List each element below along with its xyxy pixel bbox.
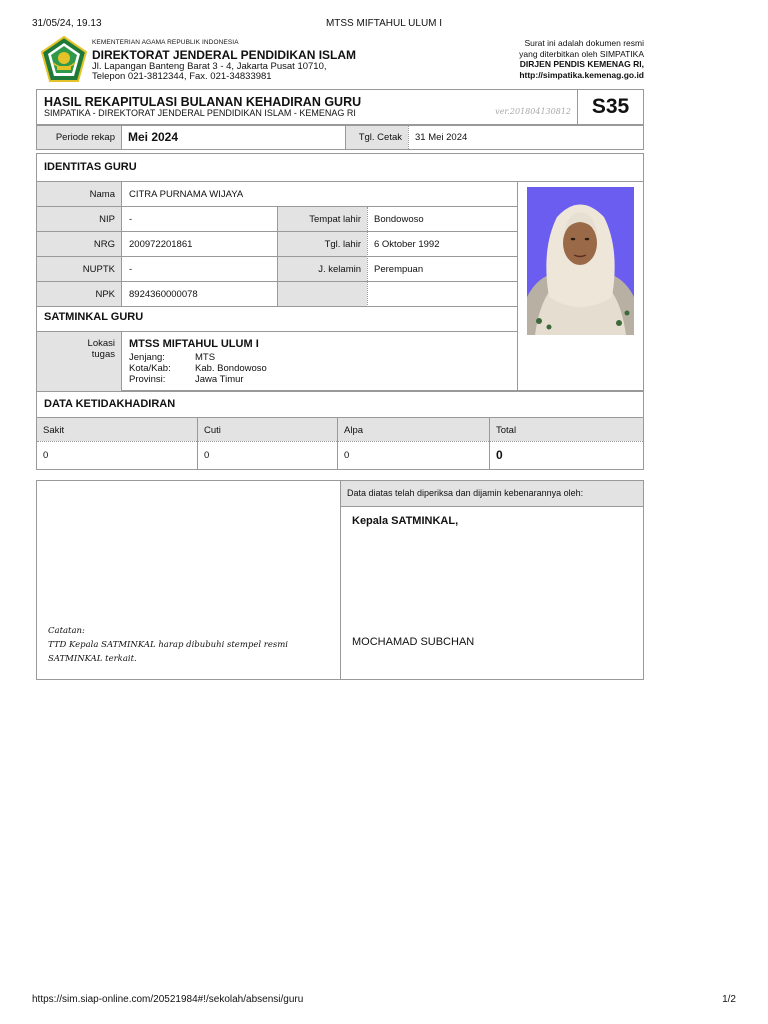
- report-header: [36, 89, 644, 125]
- jenjang-value: MTS: [195, 352, 216, 363]
- absence-section-title: DATA KETIDAKHADIRAN: [44, 398, 176, 410]
- tgl-lahir-value: 6 Oktober 1992: [374, 239, 440, 250]
- signer-position: Kepala SATMINKAL,: [352, 515, 459, 527]
- sakit-header: Sakit: [43, 425, 65, 436]
- satminkal-section-title: SATMINKAL GURU: [44, 311, 144, 323]
- page-number: 1/2: [722, 994, 736, 1005]
- nrg-value: 200972201861: [129, 239, 193, 250]
- official-note-line: DIRJEN PENDIS KEMENAG RI,: [519, 59, 644, 69]
- kemenag-logo-icon: [40, 36, 88, 84]
- nip-label: NIP: [99, 214, 115, 225]
- signature-note: [48, 624, 288, 666]
- cuti-value: 0: [204, 450, 210, 461]
- lokasi-tugas-label: [37, 338, 115, 360]
- report-subtitle: SIMPATIKA - DIREKTORAT JENDERAL PENDIDIKAN ISLAM - KEMENAG RI: [44, 108, 356, 118]
- phone: Telepon 021-3812344, Fax. 021-34833981: [92, 71, 272, 82]
- official-note-line: Surat ini adalah dokumen resmi: [524, 38, 644, 48]
- print-header: [32, 18, 736, 32]
- teacher-photo: [527, 187, 634, 335]
- department-name: DIREKTORAT JENDERAL PENDIDIKAN ISLAM: [92, 47, 357, 62]
- satminkal-name: MTSS MIFTAHUL ULUM I: [129, 338, 259, 350]
- lokasi-label: Lokasi: [87, 338, 115, 349]
- jenis-kelamin-label: J. kelamin: [318, 264, 361, 275]
- report-title: HASIL REKAPITULASI BULANAN KEHADIRAN GURU: [44, 95, 362, 109]
- report-code: S35: [577, 90, 643, 124]
- identity-section-title: IDENTITAS GURU: [44, 161, 137, 173]
- provinsi-value: Jawa Timur: [195, 374, 244, 385]
- total-header: Total: [496, 425, 517, 436]
- kota-value: Kab. Bondowoso: [195, 363, 267, 374]
- total-value: 0: [496, 448, 503, 462]
- jenjang-label: Jenjang:: [129, 352, 165, 363]
- nuptk-label: NUPTK: [82, 264, 115, 275]
- satminkal-detail-values: [195, 352, 267, 385]
- npk-label: NPK: [95, 289, 115, 300]
- print-date-label: Tgl. Cetak: [346, 126, 408, 149]
- alpa-header: Alpa: [344, 425, 364, 436]
- nip-value: -: [129, 214, 133, 225]
- official-note: [519, 38, 644, 80]
- npk-value: 8924360000078: [129, 289, 198, 300]
- note-line: SATMINKAL terkait.: [48, 654, 137, 664]
- signer-name: MOCHAMAD SUBCHAN: [352, 636, 475, 648]
- tempat-lahir-value: Bondowoso: [374, 214, 424, 225]
- tempat-lahir-label: Tempat lahir: [309, 214, 361, 225]
- ministry-name: KEMENTERIAN AGAMA REPUBLIK INDONESIA: [92, 39, 239, 46]
- period-value: Mei 2024: [128, 130, 179, 144]
- nuptk-value: -: [129, 264, 133, 275]
- teacher-photo-image: [527, 187, 634, 335]
- address: Jl. Lapangan Banteng Barat 3 - 4, Jakarta Pusat 10710,: [92, 60, 327, 72]
- print-url: https://sim.siap-online.com/20521984#!/sekolah/absensi/guru: [32, 994, 304, 1005]
- period-label: Periode rekap: [37, 126, 121, 149]
- print-date-value: 31 Mei 2024: [415, 132, 468, 143]
- print-datetime: 31/05/24, 19.13: [32, 18, 102, 29]
- letterhead: [36, 36, 644, 86]
- print-title: MTSS MIFTAHUL ULUM I: [325, 18, 443, 29]
- identity-section: [36, 153, 644, 391]
- tgl-lahir-label: Tgl. lahir: [324, 239, 361, 250]
- satminkal-detail-labels: [129, 352, 171, 385]
- tugas-label: tugas: [91, 349, 115, 360]
- note-line: TTD Kepala SATMINKAL harap dibubuhi stempel resmi: [48, 640, 289, 650]
- nama-label: Nama: [89, 189, 115, 200]
- verified-text: Data diatas telah diperiksa dan dijamin kebenarannya oleh:: [347, 488, 584, 498]
- report-version: ver.201804130812: [495, 107, 571, 116]
- absence-section: [36, 391, 644, 470]
- official-note-line: yang diterbitkan oleh SIMPATIKA: [519, 48, 644, 59]
- kota-label: Kota/Kab:: [129, 363, 171, 374]
- nama-value: CITRA PURNAMA WIJAYA: [129, 189, 244, 200]
- signature-section: [36, 480, 644, 680]
- period-row: [36, 125, 644, 150]
- jenis-kelamin-value: Perempuan: [374, 264, 424, 275]
- official-note-url: http://simpatika.kemenag.go.id: [519, 69, 644, 80]
- sakit-value: 0: [43, 450, 49, 461]
- nrg-label: NRG: [93, 239, 115, 250]
- cuti-header: Cuti: [204, 425, 221, 436]
- note-title: Catatan:: [48, 626, 85, 636]
- provinsi-label: Provinsi:: [129, 374, 166, 385]
- alpa-value: 0: [344, 450, 350, 461]
